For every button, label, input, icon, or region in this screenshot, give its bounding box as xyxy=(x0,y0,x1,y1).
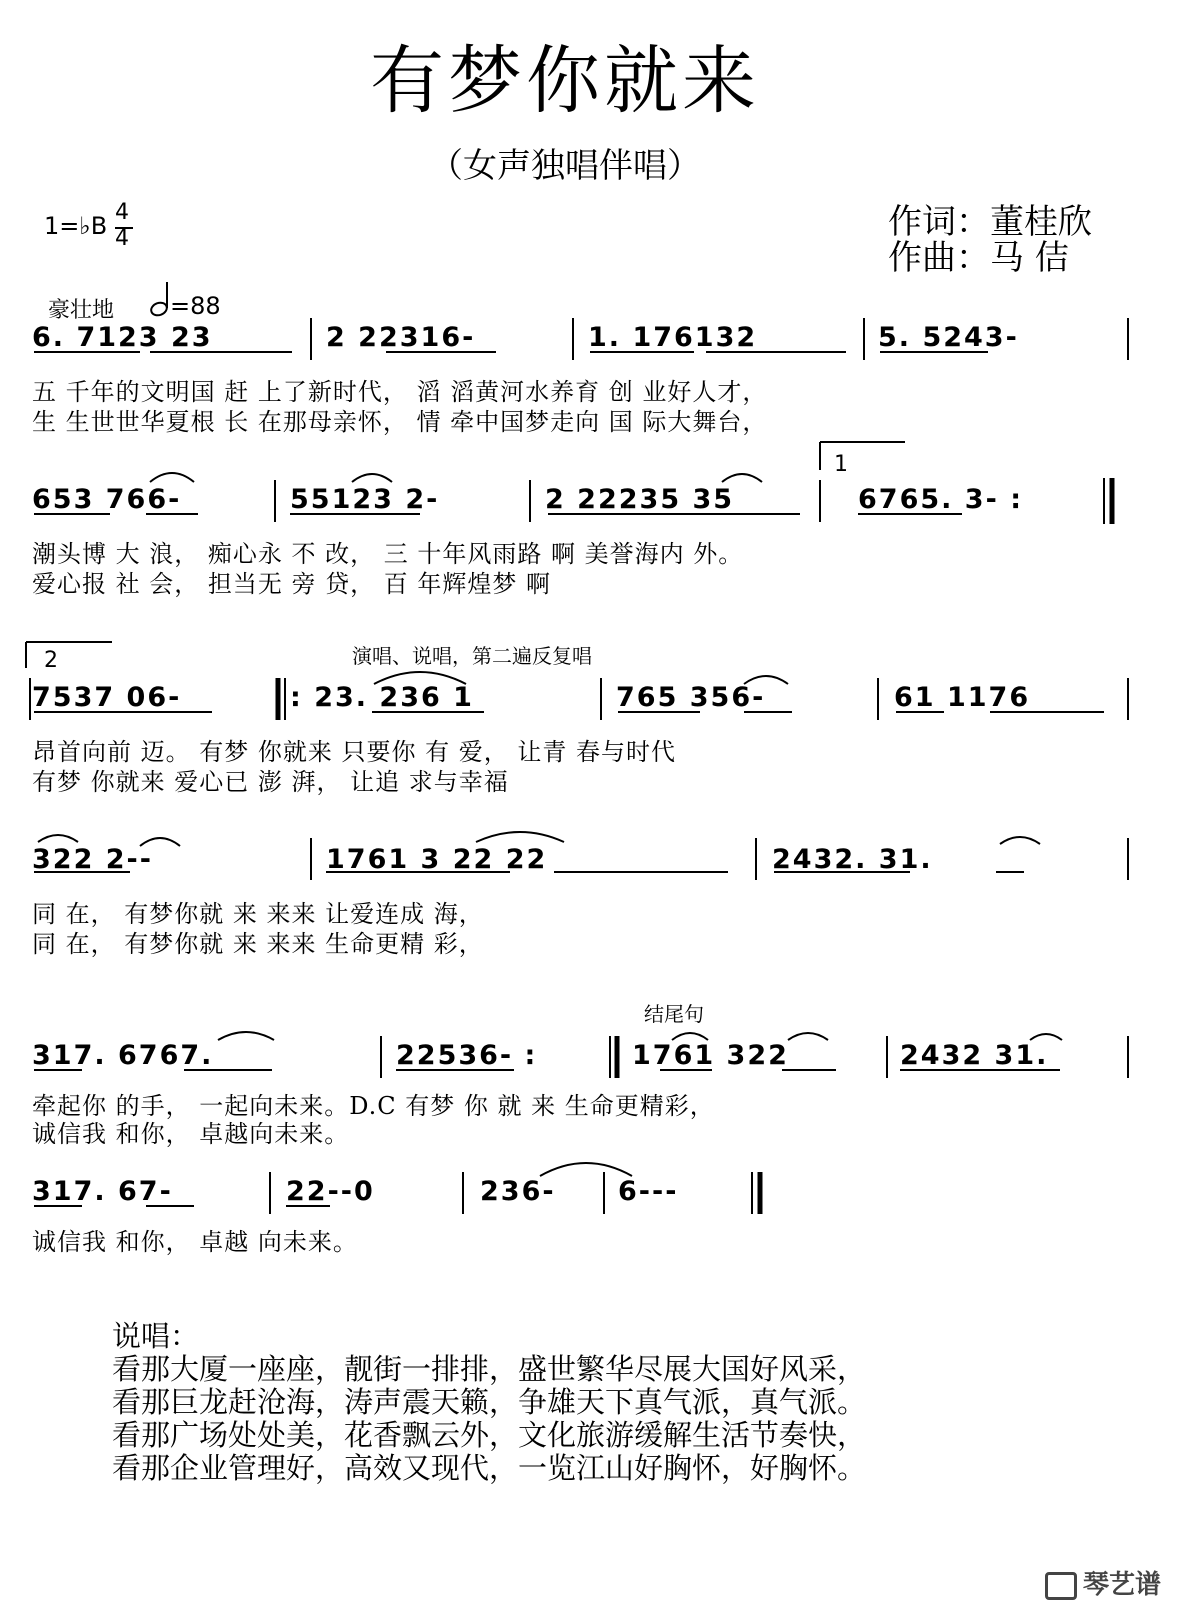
rap-line: 看那大厦一座座，靓街一排排，盛世繁华尽展大国好风采， xyxy=(112,1352,867,1386)
measure: 317. 6767. xyxy=(32,1040,214,1071)
measure: 6. 7123 23 xyxy=(32,322,213,353)
rap-label: 说唱： xyxy=(112,1319,200,1353)
lyric-line: 同 在， 有梦你就 来 来来 生命更精 彩， xyxy=(32,930,484,958)
rap-line: 看那巨龙赶沧海，涛声震天籁，争雄天下真气派，真气派。 xyxy=(112,1385,867,1419)
song-title: 有梦你就来 xyxy=(370,38,760,124)
measure: 1761 322 xyxy=(632,1040,789,1071)
measure: 2 22235 35 xyxy=(545,484,735,515)
measure: 322 2-- xyxy=(32,844,153,875)
lyric-line: 五 千年的文明国 赶 上了新时代， 滔 滔黄河水养育 创 业好人才， xyxy=(32,378,768,406)
lyric-line: 生 生世世华夏根 长 在那母亲怀， 情 牵中国梦走向 国 际大舞台， xyxy=(32,408,768,436)
measure: 6765. 3- : xyxy=(858,484,1023,515)
ending-note: 结尾句 xyxy=(644,1002,704,1026)
volta-1-label: 1 xyxy=(834,452,848,477)
measure: 1. 176132 xyxy=(588,322,758,353)
measure: 2432 31. xyxy=(900,1040,1049,1071)
measure: 55123 2- xyxy=(290,484,440,515)
expression-mark: 豪壮地 xyxy=(48,298,115,323)
rap-line: 看那企业管理好，高效又现代，一览江山好胸怀，好胸怀。 xyxy=(112,1451,867,1485)
performance-note: 演唱、说唱，第二遍反复唱 xyxy=(352,644,592,668)
measure: 61 1176 xyxy=(894,682,1031,713)
measure: 6--- xyxy=(618,1176,679,1207)
measure: 1761 3 22 22 xyxy=(326,844,548,875)
lyric-line: 诚信我 和你， 卓越向未来。 xyxy=(32,1120,350,1148)
watermark-logo: 琴艺谱 xyxy=(1045,1564,1161,1601)
time-signature-bottom: 4 xyxy=(115,226,129,251)
lyric-line: 同 在， 有梦你就 来 来来 让爱连成 海， xyxy=(32,900,484,928)
lyric-line: 诚信我 和你， 卓越 向未来。 xyxy=(32,1228,358,1256)
measure: 22536- : xyxy=(396,1040,538,1071)
measure: 236- xyxy=(480,1176,556,1207)
song-subtitle: （女声独唱伴唱） xyxy=(429,146,701,186)
lyric-line: 昂首向前 迈。 有梦 你就来 只要你 有 爱， 让青 春与时代 xyxy=(32,738,677,766)
key-signature: 1=♭B xyxy=(44,212,108,240)
tempo-value: =88 xyxy=(170,292,221,320)
measure: 7537 06- xyxy=(32,682,182,713)
measure: : 23. 236 1 xyxy=(290,682,474,713)
lyric-line: 潮头博 大 浪， 痴心永 不 改， 三 十年风雨路 啊 美誉海内 外。 xyxy=(32,540,744,568)
measure: 5. 5243- xyxy=(878,322,1019,353)
composer-credit: 作曲：马 佶 xyxy=(888,238,1069,278)
volta-2-label: 2 xyxy=(44,648,58,673)
time-signature-top: 4 xyxy=(115,200,129,225)
measure: 317. 67- xyxy=(32,1176,173,1207)
rap-line: 看那广场处处美，花香飘云外，文化旅游缓解生活节奏快， xyxy=(112,1418,867,1452)
measure: 653 766- xyxy=(32,484,182,515)
measure: 22--0 xyxy=(286,1176,375,1207)
measure: 2432. 31. xyxy=(772,844,933,875)
lyric-line: 有梦 你就来 爱心已 澎 湃， 让追 求与幸福 xyxy=(32,768,509,796)
lyric-line: 爱心报 社 会， 担当无 旁 贷， 百 年辉煌梦 啊 xyxy=(32,570,552,598)
measure: 2 22316- xyxy=(326,322,476,353)
lyric-line: 牵起你 的手， 一起向未来。D.C 有梦 你 就 来 生命更精彩， xyxy=(32,1092,715,1120)
lyricist-credit: 作词：董桂欣 xyxy=(888,202,1092,242)
measure: 765 356- xyxy=(616,682,766,713)
